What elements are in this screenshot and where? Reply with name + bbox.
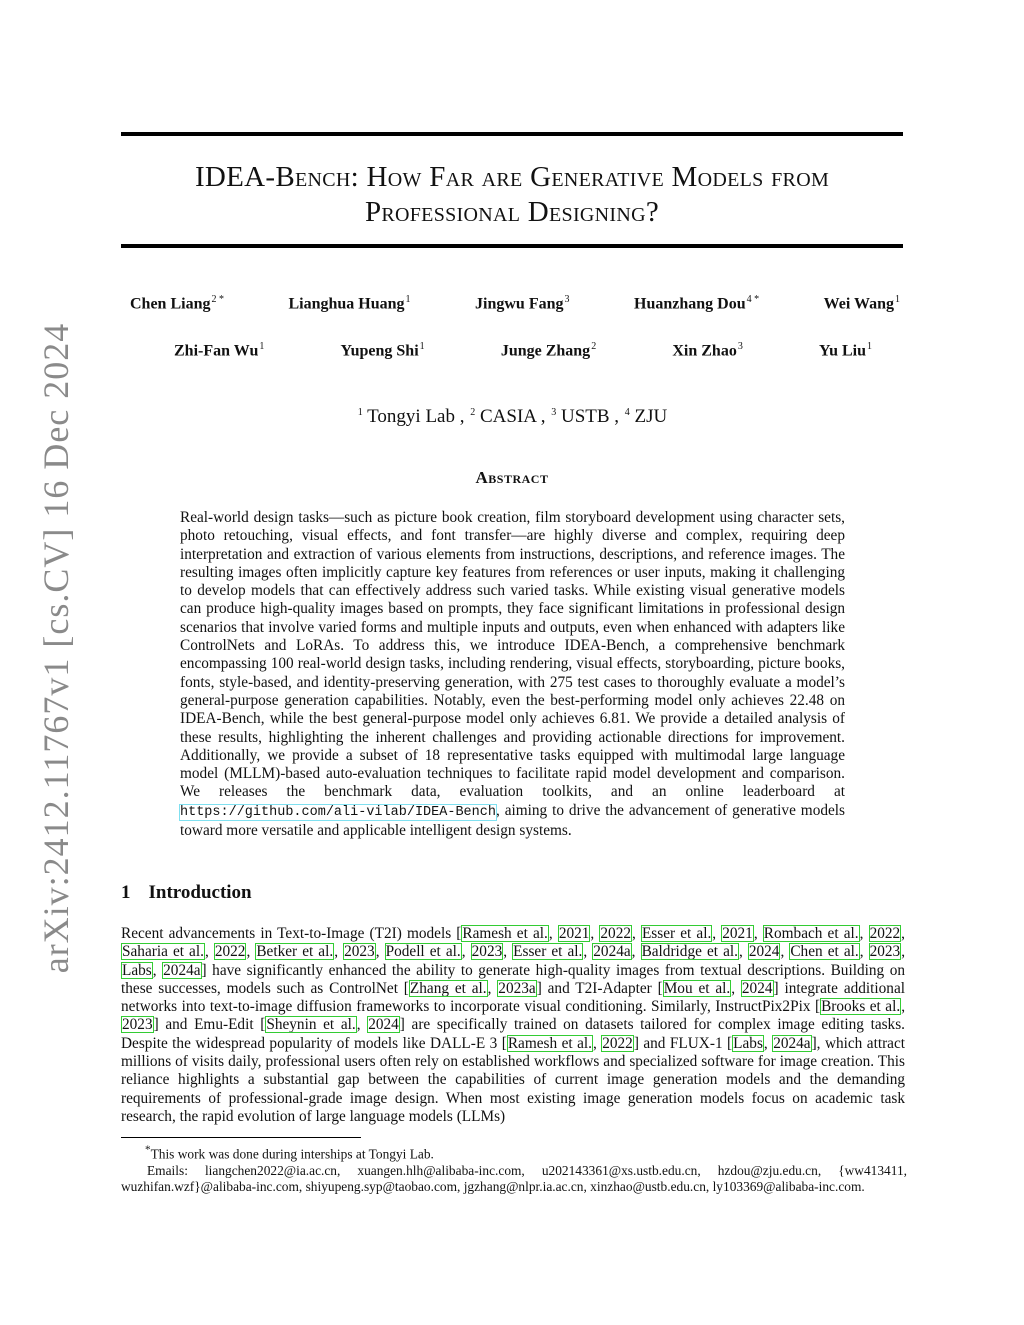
citation-link[interactable]: Rombach et al. — [763, 925, 859, 942]
title-line-2: Professional Designing? — [364, 196, 660, 228]
github-link[interactable]: https://github.com/ali-vilab/IDEA-Bench — [180, 804, 496, 820]
citation-link[interactable]: 2024a — [163, 961, 201, 979]
section-title: Introduction — [148, 882, 252, 903]
author: Yupeng Shi$^1$ — [340, 341, 425, 360]
citation-link[interactable]: Baldridge et al. — [641, 943, 738, 961]
citation-link[interactable]: 2024 — [748, 943, 780, 961]
author: Zhi-Fan Wu$^1$ — [174, 341, 265, 360]
citation-link[interactable]: Mou et al. — [663, 979, 731, 997]
author: Huanzhang Dou$^{4 *}$ — [634, 294, 760, 313]
citation-link[interactable]: Chen et al. — [790, 943, 859, 961]
section-number: 1 — [121, 882, 131, 903]
abstract-heading: Abstract — [475, 468, 549, 487]
citation-link[interactable]: 2023 — [471, 943, 503, 961]
footnote-rule — [121, 1137, 361, 1138]
citation-link[interactable]: 2023a — [498, 979, 536, 997]
footnote — [121, 1142, 907, 1196]
footnote-emails: Emails: liangchen2022@ia.ac.cn, xuangen.hlh@alibaba-inc.com, u202143361@xs.ustb.edu.cn, hzdou@zju.edu.cn, {ww413411, wuzhifan.wzf}@alibaba-inc.com, shiyupeng.syp@taobao.com, jgzhang@nlpr.ia.ac.cn, xinzhao@ustb.edu.cn, ly103369@alibaba-inc.com. — [121, 1162, 907, 1195]
citation-link[interactable]: 2024 — [368, 1016, 399, 1034]
section-heading-introduction — [121, 882, 252, 904]
author-row-2 — [130, 341, 900, 360]
citation-link[interactable]: Esser et al. — [513, 943, 583, 961]
citation-link[interactable]: Ramesh et al. — [507, 1034, 592, 1052]
paper-title — [121, 160, 903, 230]
citation-link[interactable]: 2021 — [558, 925, 590, 942]
introduction-paragraph: Recent advancements in Text-to-Image (T2I) models [Ramesh et al., 2021, 2022, Esser et al., 2021, Rombach et al., 2022, Saharia et al., 2022, Betker et al., 2023, Podell et al., 2023, Esser et al., 2024a, Baldridge et al., 2024, Chen et al., 2023, Labs, 2024a] have significantly enhanced the ability to generate high-quality images from textual descriptions. Building on these successes, models such as ControlNet [Zhang et al., 2023a] and T2I-Adapter [Mou et al., 2024] integrate additional networks into text-to-image diffusion frameworks to incorporate visual conditioning. Similarly, InstructPix2Pix [Brooks et al., 2023] and Emu-Edit [Sheynin et al., 2024] are specifically trained on datasets tailored for complex image editing tasks. Despite the widespread popularity of models like DALL-E 3 [Ramesh et al., 2022] and FLUX-1 [Labs, 2024a], which attract millions of visits daily, professional users often rely on established workflows and specialized software for image creation. This reliance highlights a substantial gap between the capabilities of current image generation models and the demanding requirements of professional-grade image design. When most existing image generation models focus on academic task research, the rapid evolution of large language models (LLMs) — [121, 925, 906, 1125]
author: Xin Zhao$^3$ — [672, 341, 743, 360]
citation-link[interactable]: Betker et al. — [256, 943, 334, 961]
citation-link[interactable]: Labs — [733, 1034, 763, 1052]
citation-link[interactable]: Ramesh et al. — [462, 925, 548, 942]
citation-link[interactable]: Zhang et al. — [409, 979, 487, 997]
citation-link[interactable]: 2023 — [122, 1016, 153, 1034]
author: Lianghua Huang$^1$ — [288, 294, 411, 313]
citation-link[interactable]: 2022 — [600, 925, 631, 942]
citation-link[interactable]: Brooks et al. — [821, 998, 901, 1016]
author: Chen Liang$^{2 *}$ — [130, 294, 224, 313]
author-row-1 — [130, 294, 900, 313]
affiliations: $^1$ Tongyi Lab , $^2$ CASIA , $^3$ USTB , $^4$ ZJU — [357, 406, 668, 427]
citation-link[interactable]: Labs — [122, 961, 152, 979]
citation-link[interactable]: Podell et al. — [385, 943, 461, 961]
title-line-1: IDEA-Bench: How Far are Generative Models from — [194, 161, 830, 193]
citation-link[interactable]: 2023 — [869, 943, 901, 961]
citation-link[interactable]: 2024 — [741, 979, 773, 997]
author: Jingwu Fang$^3$ — [475, 294, 570, 313]
citation-link[interactable]: 2024a — [593, 943, 631, 961]
citation-link[interactable]: 2021 — [722, 925, 753, 942]
citation-link[interactable]: 2024a — [773, 1034, 811, 1052]
title-top-rule — [121, 132, 903, 136]
arxiv-stamp-text: arXiv:2412.11767v1 [cs.CV] 16 Dec 2024 — [36, 322, 76, 974]
citation-link[interactable]: 2022 — [602, 1034, 633, 1052]
citation-link[interactable]: 2022 — [869, 925, 901, 942]
citation-link[interactable]: Esser et al. — [641, 925, 712, 942]
author: Junge Zhang$^2$ — [500, 341, 597, 360]
footnote-note: *This work was done during interships at Tongyi Lab. — [145, 1144, 434, 1162]
title-bottom-rule — [121, 244, 903, 248]
citation-link[interactable]: 2023 — [344, 943, 375, 961]
author: Yu Liu$^1$ — [819, 341, 872, 360]
citation-link[interactable]: Sheynin et al. — [266, 1016, 356, 1034]
citation-link[interactable]: 2022 — [214, 943, 246, 961]
abstract-body: Real-world design tasks—such as picture book creation, film storyboard development using character sets, photo retouching, visual effects, and font transfer—are highly diverse and complex, requiring deep interpretation and extraction of various elements from instructions, descriptions, and reference images. The resulting images often implicitly capture key features from references or user inputs, making it challenging to develop models that can effectively address such varied tasks. While existing visual generative models can produce high-quality images based on prompts, they face significant limitations in professional design scenarios that involve varied forms and multiple inputs and outputs, even when enhanced with adapters like ControlNets and LoRAs. To address this, we introduce IDEA-Bench, a comprehensive benchmark encompassing 100 real-world design tasks, including rendering, visual effects, storyboarding, picture books, fonts, style-based, and identity-preserving generation, with 275 test cases to thoroughly evaluate a model’s general-purpose generation capabilities. Notably, even the best-performing model only achieves 22.48 on IDEA-Bench, while the best general-purpose model only achieves 6.81. We provide a detailed analysis of these results, highlighting the inherent challenges and providing actionable directions for improvement. Additionally, we provide a subset of 18 representative tasks equipped with multimodal large language model (MLLM)-based auto-evaluation techniques to facilitate rapid model development and comparison. We releases the benchmark data, evaluation toolkits, and an online leaderboard at https://github.com/ali-vilab/IDEA-Bench, aiming to drive the advancement of generative models toward more versatile and applicable intelligent design systems. — [180, 509, 845, 840]
citation-link[interactable]: Saharia et al. — [122, 943, 204, 961]
author: Wei Wang$^1$ — [823, 294, 900, 313]
